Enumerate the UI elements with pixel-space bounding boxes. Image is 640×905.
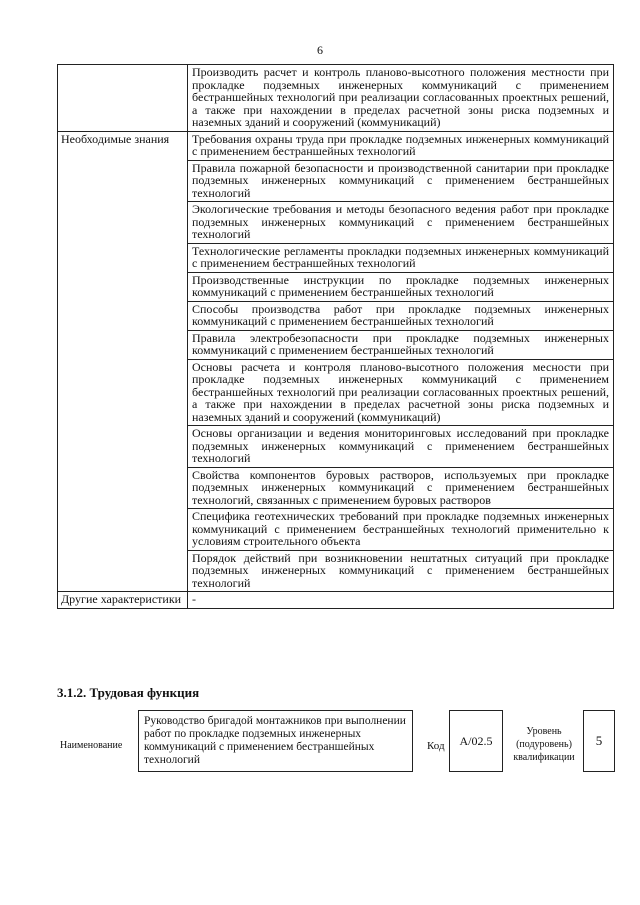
name-label: Наименование — [60, 740, 123, 751]
knowledge-item: Экологические требования и методы безопасного ведения работ при прокладке подземных инженерных коммуникаций с применением бестраншейных технологий — [188, 202, 614, 244]
knowledge-label-cell: Необходимые знания — [58, 131, 188, 592]
function-name-box: Руководство бригадой монтажников при выполнении работ по прокладке подземных инженерных коммуникаций с применением бестраншейных технологий — [138, 710, 413, 772]
page-number: 6 — [317, 43, 323, 57]
knowledge-item: Правила пожарной безопасности и производственной санитарии при прокладке подземных инженерных коммуникаций с применением бестраншейных технологий — [188, 160, 614, 202]
section-heading: 3.1.2. Трудовая функция — [57, 685, 200, 700]
knowledge-table — [57, 64, 614, 609]
knowledge-table-body — [58, 65, 614, 609]
other-characteristics-label: Другие характеристики — [58, 592, 188, 609]
knowledge-item: Свойства компонентов буровых растворов, используемых при прокладке подземных инженерных коммуникаций с применением бестраншейных технологий, связанных с применением буровых растворов — [188, 467, 614, 509]
continuation-row-text: Производить расчет и контроль планово-высотного положения местности при прокладке подземных инженерных коммуникаций с применением бестраншейных технологий при реализации согласованных проектных решений, а также при нахождении в пределах расчетной зоны риска подземных и наземных зданий и сооружений (коммуникаций) — [188, 65, 614, 132]
knowledge-item: Производственные инструкции по прокладке подземных инженерных коммуникаций с применением бестраншейных технологий — [188, 272, 614, 301]
knowledge-item: Требования охраны труда при прокладке подземных инженерных коммуникаций с применением бестраншейных технологий — [188, 131, 614, 160]
table-row — [58, 65, 614, 132]
knowledge-item: Правила электробезопасности при прокладке подземных инженерных коммуникаций с применением бестраншейных технологий — [188, 330, 614, 359]
knowledge-item: Способы производства работ при прокладке подземных инженерных коммуникаций с применением бестраншейных технологий — [188, 301, 614, 330]
qualification-level-label: Уровень (подуровень) квалификации — [513, 726, 575, 763]
code-value-box: А/02.5 — [449, 710, 503, 772]
qualification-level-box: 5 — [583, 710, 615, 772]
knowledge-item: Специфика геотехнических требований при прокладке подземных инженерных коммуникаций с применением бестраншейных технологий применительно к условиям строительного объекта — [188, 509, 614, 551]
knowledge-item: Порядок действий при возникновении нештатных ситуаций при прокладке подземных инженерных коммуникаций с применением бестраншейных технологий — [188, 550, 614, 592]
other-characteristics-value: - — [188, 592, 614, 609]
table-row — [58, 131, 614, 160]
knowledge-item: Основы организации и ведения мониторинговых исследований при прокладке подземных инженерных коммуникаций с применением бестраншейных технологий — [188, 426, 614, 468]
empty-label-cell — [58, 65, 188, 132]
table-row — [58, 592, 614, 609]
knowledge-item: Технологические регламенты прокладки подземных инженерных коммуникаций с применением бестраншейных технологий — [188, 243, 614, 272]
knowledge-item: Основы расчета и контроля планово-высотного положения месности при прокладке подземных инженерных коммуникаций с применением бестраншейных технологий при реализации согласованных проектных решений, а также при нахождении в пределах расчетной зоны риска подземных и наземных зданий и сооружений (коммуникаций) — [188, 359, 614, 426]
code-label: Код — [427, 740, 445, 752]
